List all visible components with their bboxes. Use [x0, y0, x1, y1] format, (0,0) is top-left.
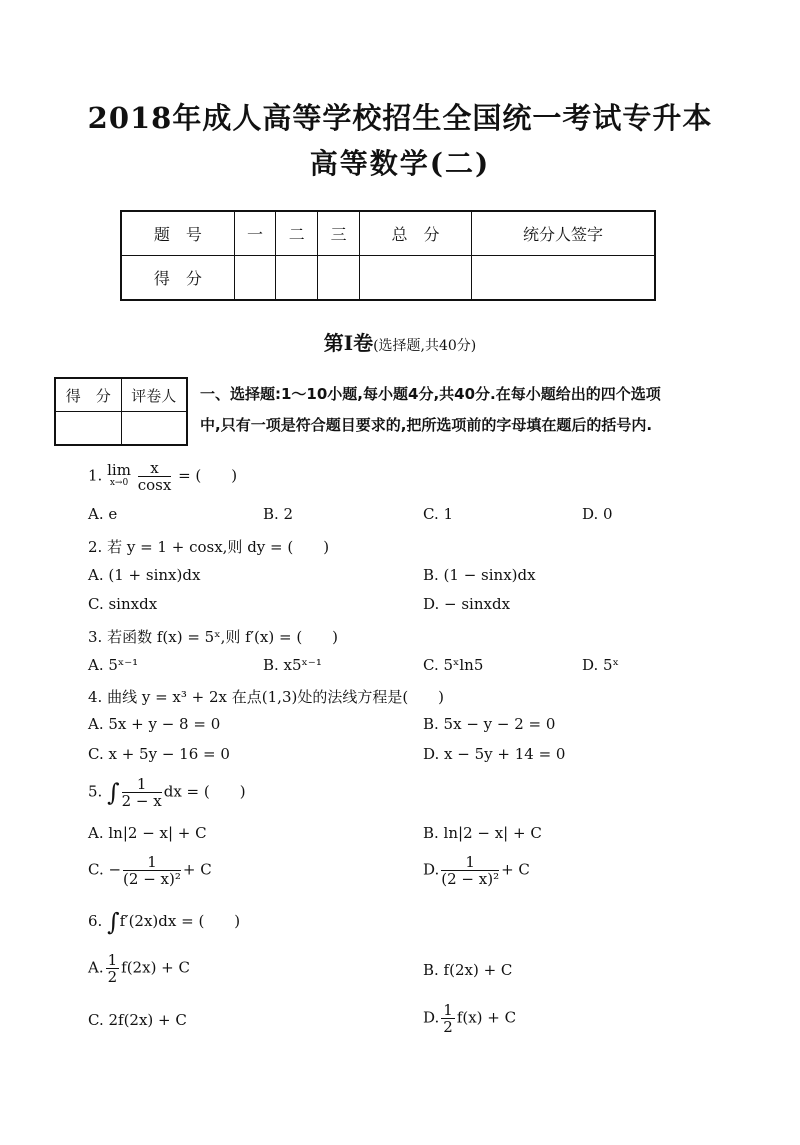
fraction: [138, 460, 172, 493]
question-tail: dx = ( ): [163, 782, 246, 801]
question-number: 5.: [88, 782, 103, 801]
q4-option-b: B. 5x − y − 2 = 0: [423, 715, 556, 733]
grader-blank: [121, 412, 187, 446]
score-blank: [318, 256, 360, 301]
option-suffix: f(x) + C: [456, 1008, 517, 1027]
q5-option-a: A. ln|2 − x| + C: [88, 824, 207, 842]
q5-option-b: B. ln|2 − x| + C: [423, 824, 542, 842]
q3-option-d: D. 5ˣ: [582, 656, 619, 674]
score-table-header-row: [121, 211, 655, 256]
question-2-stem: 2. 若 y = 1 + cosx,则 dy = ( ): [88, 538, 330, 556]
numerator: 1: [443, 1001, 453, 1019]
question-3-stem: 3. 若函数 f(x) = 5ˣ,则 f′(x) = ( ): [88, 628, 339, 646]
q3-option-b: B. x5ˣ⁻¹: [263, 656, 322, 674]
q4-option-d: D. x − 5y + 14 = 0: [423, 745, 566, 763]
question-1-stem: [88, 460, 237, 493]
option-suffix: + C: [182, 860, 212, 879]
score-table-score-row: [121, 256, 655, 301]
score-cell-label: 题 号: [121, 211, 234, 256]
score-cell-total: 总 分: [359, 211, 471, 256]
score-blank: [234, 256, 276, 301]
q3-option-a: A. 5ˣ⁻¹: [88, 656, 139, 674]
option-prefix: D.: [423, 1008, 440, 1027]
question-tail: = ( ): [178, 466, 238, 485]
option-suffix: + C: [501, 860, 530, 879]
denominator: (2 − x)²: [123, 870, 181, 888]
score-cell-part2: 二: [276, 211, 318, 256]
grader-blank: [55, 412, 121, 446]
score-cell-part1: 一: [234, 211, 276, 256]
fraction: [123, 854, 181, 887]
part-heading: [0, 327, 800, 356]
q2-option-a: A. (1 + sinx)dx: [88, 566, 201, 584]
lim-text: lim: [107, 460, 131, 479]
score-blank: [276, 256, 318, 301]
q6-option-d: [423, 1002, 516, 1035]
part-title: 第Ⅰ卷: [323, 331, 374, 355]
score-blank: [472, 256, 655, 301]
denominator: cosx: [137, 476, 172, 494]
score-table: [120, 210, 656, 301]
numerator: 1: [441, 854, 499, 871]
limit-operator: [107, 460, 131, 490]
question-4-stem: 4. 曲线 y = x³ + 2x 在点(1,3)处的法线方程是( ): [88, 688, 445, 706]
section-instruction-line1: 一、选择题:1～10小题,每小题4分,共40分.在每小题给出的四个选项: [200, 385, 661, 403]
fraction: [122, 776, 162, 809]
question-6-stem: [88, 908, 240, 936]
grader-table: [54, 377, 188, 446]
q6-option-c: C. 2f(2x) + C: [88, 1011, 187, 1029]
q2-option-b: B. (1 − sinx)dx: [423, 566, 536, 584]
question-body: f′(2x)dx = ( ): [119, 912, 241, 930]
q1-option-b: B. 2: [263, 505, 294, 523]
denominator: (2 − x)²: [441, 870, 500, 888]
option-suffix: f(2x) + C: [121, 958, 190, 977]
numerator: x: [138, 460, 172, 477]
option-prefix: D.: [423, 860, 440, 879]
score-blank: [359, 256, 471, 301]
denominator: 2 − x: [121, 792, 162, 810]
question-5-stem: [88, 776, 246, 809]
q4-option-c: C. x + 5y − 16 = 0: [88, 745, 230, 763]
question-number: 1.: [88, 466, 103, 485]
q4-option-a: A. 5x + y − 8 = 0: [88, 715, 221, 733]
score-row-label: 得 分: [121, 256, 234, 301]
q6-option-b: B. f(2x) + C: [423, 961, 513, 979]
score-cell-part3: 三: [318, 211, 360, 256]
fraction: [106, 952, 120, 985]
lim-subscript: x→0: [109, 477, 129, 488]
q1-option-c: C. 1: [423, 505, 454, 523]
fraction: [441, 854, 499, 887]
option-prefix: C. −: [88, 860, 122, 879]
numerator: 1: [123, 854, 181, 871]
option-prefix: A.: [88, 958, 104, 977]
question-number: 6.: [88, 912, 103, 930]
q2-option-d: D. − sinxdx: [423, 595, 511, 613]
grader-score-label: 得 分: [55, 378, 121, 412]
q6-option-a: [88, 952, 190, 985]
numerator: 1: [122, 776, 162, 793]
grader-name-label: 评卷人: [121, 378, 187, 412]
part-note: (选择题,共40分): [373, 338, 477, 354]
exam-title: 2018年成人高等学校招生全国统一考试专升本: [87, 101, 713, 135]
denominator: 2: [443, 1018, 453, 1036]
section-instruction-line2: 中,只有一项是符合题目要求的,把所选项前的字母填在题后的括号内.: [200, 416, 653, 434]
q5-option-c: [88, 854, 212, 887]
q1-option-a: A. e: [88, 505, 118, 523]
q2-option-c: C. sinxdx: [88, 595, 158, 613]
score-cell-signature: 统分人签字: [472, 211, 655, 256]
integral-sign: ∫: [107, 778, 120, 807]
exam-subtitle: 高等数学(二): [309, 147, 491, 180]
denominator: 2: [107, 968, 118, 986]
q1-option-d: D. 0: [582, 505, 613, 523]
q5-option-d: [423, 854, 530, 887]
numerator: 1: [107, 951, 118, 969]
q3-option-c: C. 5ˣln5: [423, 656, 484, 674]
integral-sign: ∫: [107, 908, 120, 936]
fraction: [441, 1002, 455, 1035]
